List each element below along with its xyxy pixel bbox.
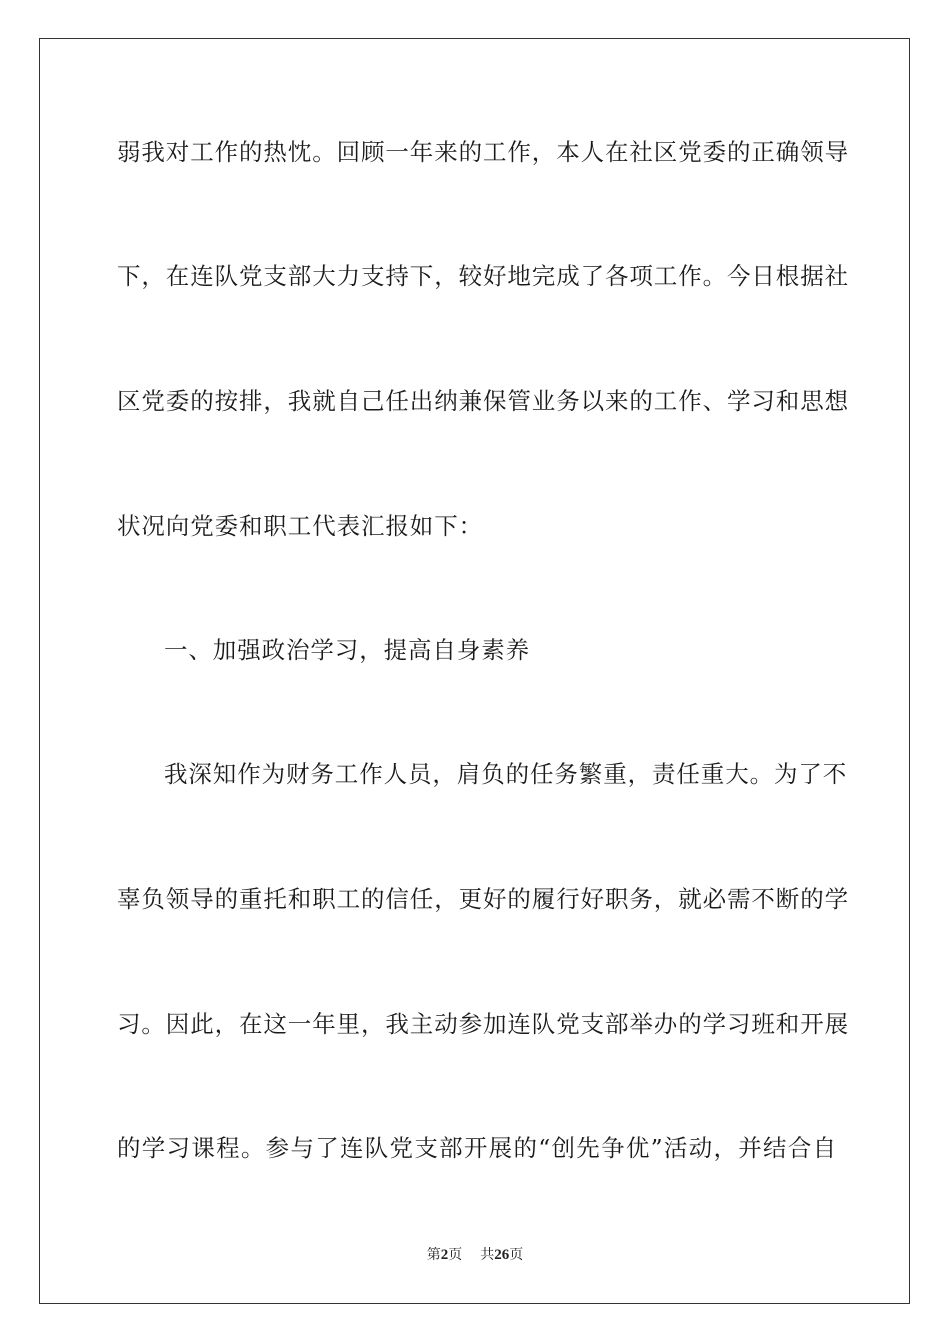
page-suffix: 页 — [448, 1247, 463, 1263]
total-prefix: 共 — [480, 1247, 495, 1263]
text-line-3: 区党委的按排，我就自己任出纳兼保管业务以来的工作、学习和思想 — [117, 387, 849, 415]
section-heading: 一、加强政治学习，提高自身素养 — [164, 636, 530, 664]
text-line-1: 弱我对工作的热忱。回顾一年来的工作，本人在社区党委的正确领导 — [117, 138, 849, 166]
text-line-9: 的学习课程。参与了连队党支部开展的“创先争优”活动，并结合自 — [117, 1134, 837, 1162]
page-number: 2 — [440, 1247, 449, 1263]
text-line-6: 我深知作为财务工作人员，肩负的任务繁重，责任重大。为了不 — [164, 760, 848, 788]
text-line-8: 习。因此，在这一年里，我主动参加连队党支部举办的学习班和开展 — [117, 1010, 849, 1038]
page-border — [39, 38, 910, 1304]
text-line-7: 辜负领导的重托和职工的信任，更好的履行好职务，就必需不断的学 — [117, 885, 849, 913]
text-line-2: 下，在连队党支部大力支持下，较好地完成了各项工作。今日根据社 — [117, 262, 849, 290]
total-suffix: 页 — [509, 1247, 524, 1263]
page-prefix: 第 — [426, 1247, 441, 1263]
text-line-4: 状况向党委和职工代表汇报如下： — [117, 512, 483, 540]
total-pages: 26 — [494, 1247, 510, 1263]
page-footer — [0, 1245, 950, 1265]
